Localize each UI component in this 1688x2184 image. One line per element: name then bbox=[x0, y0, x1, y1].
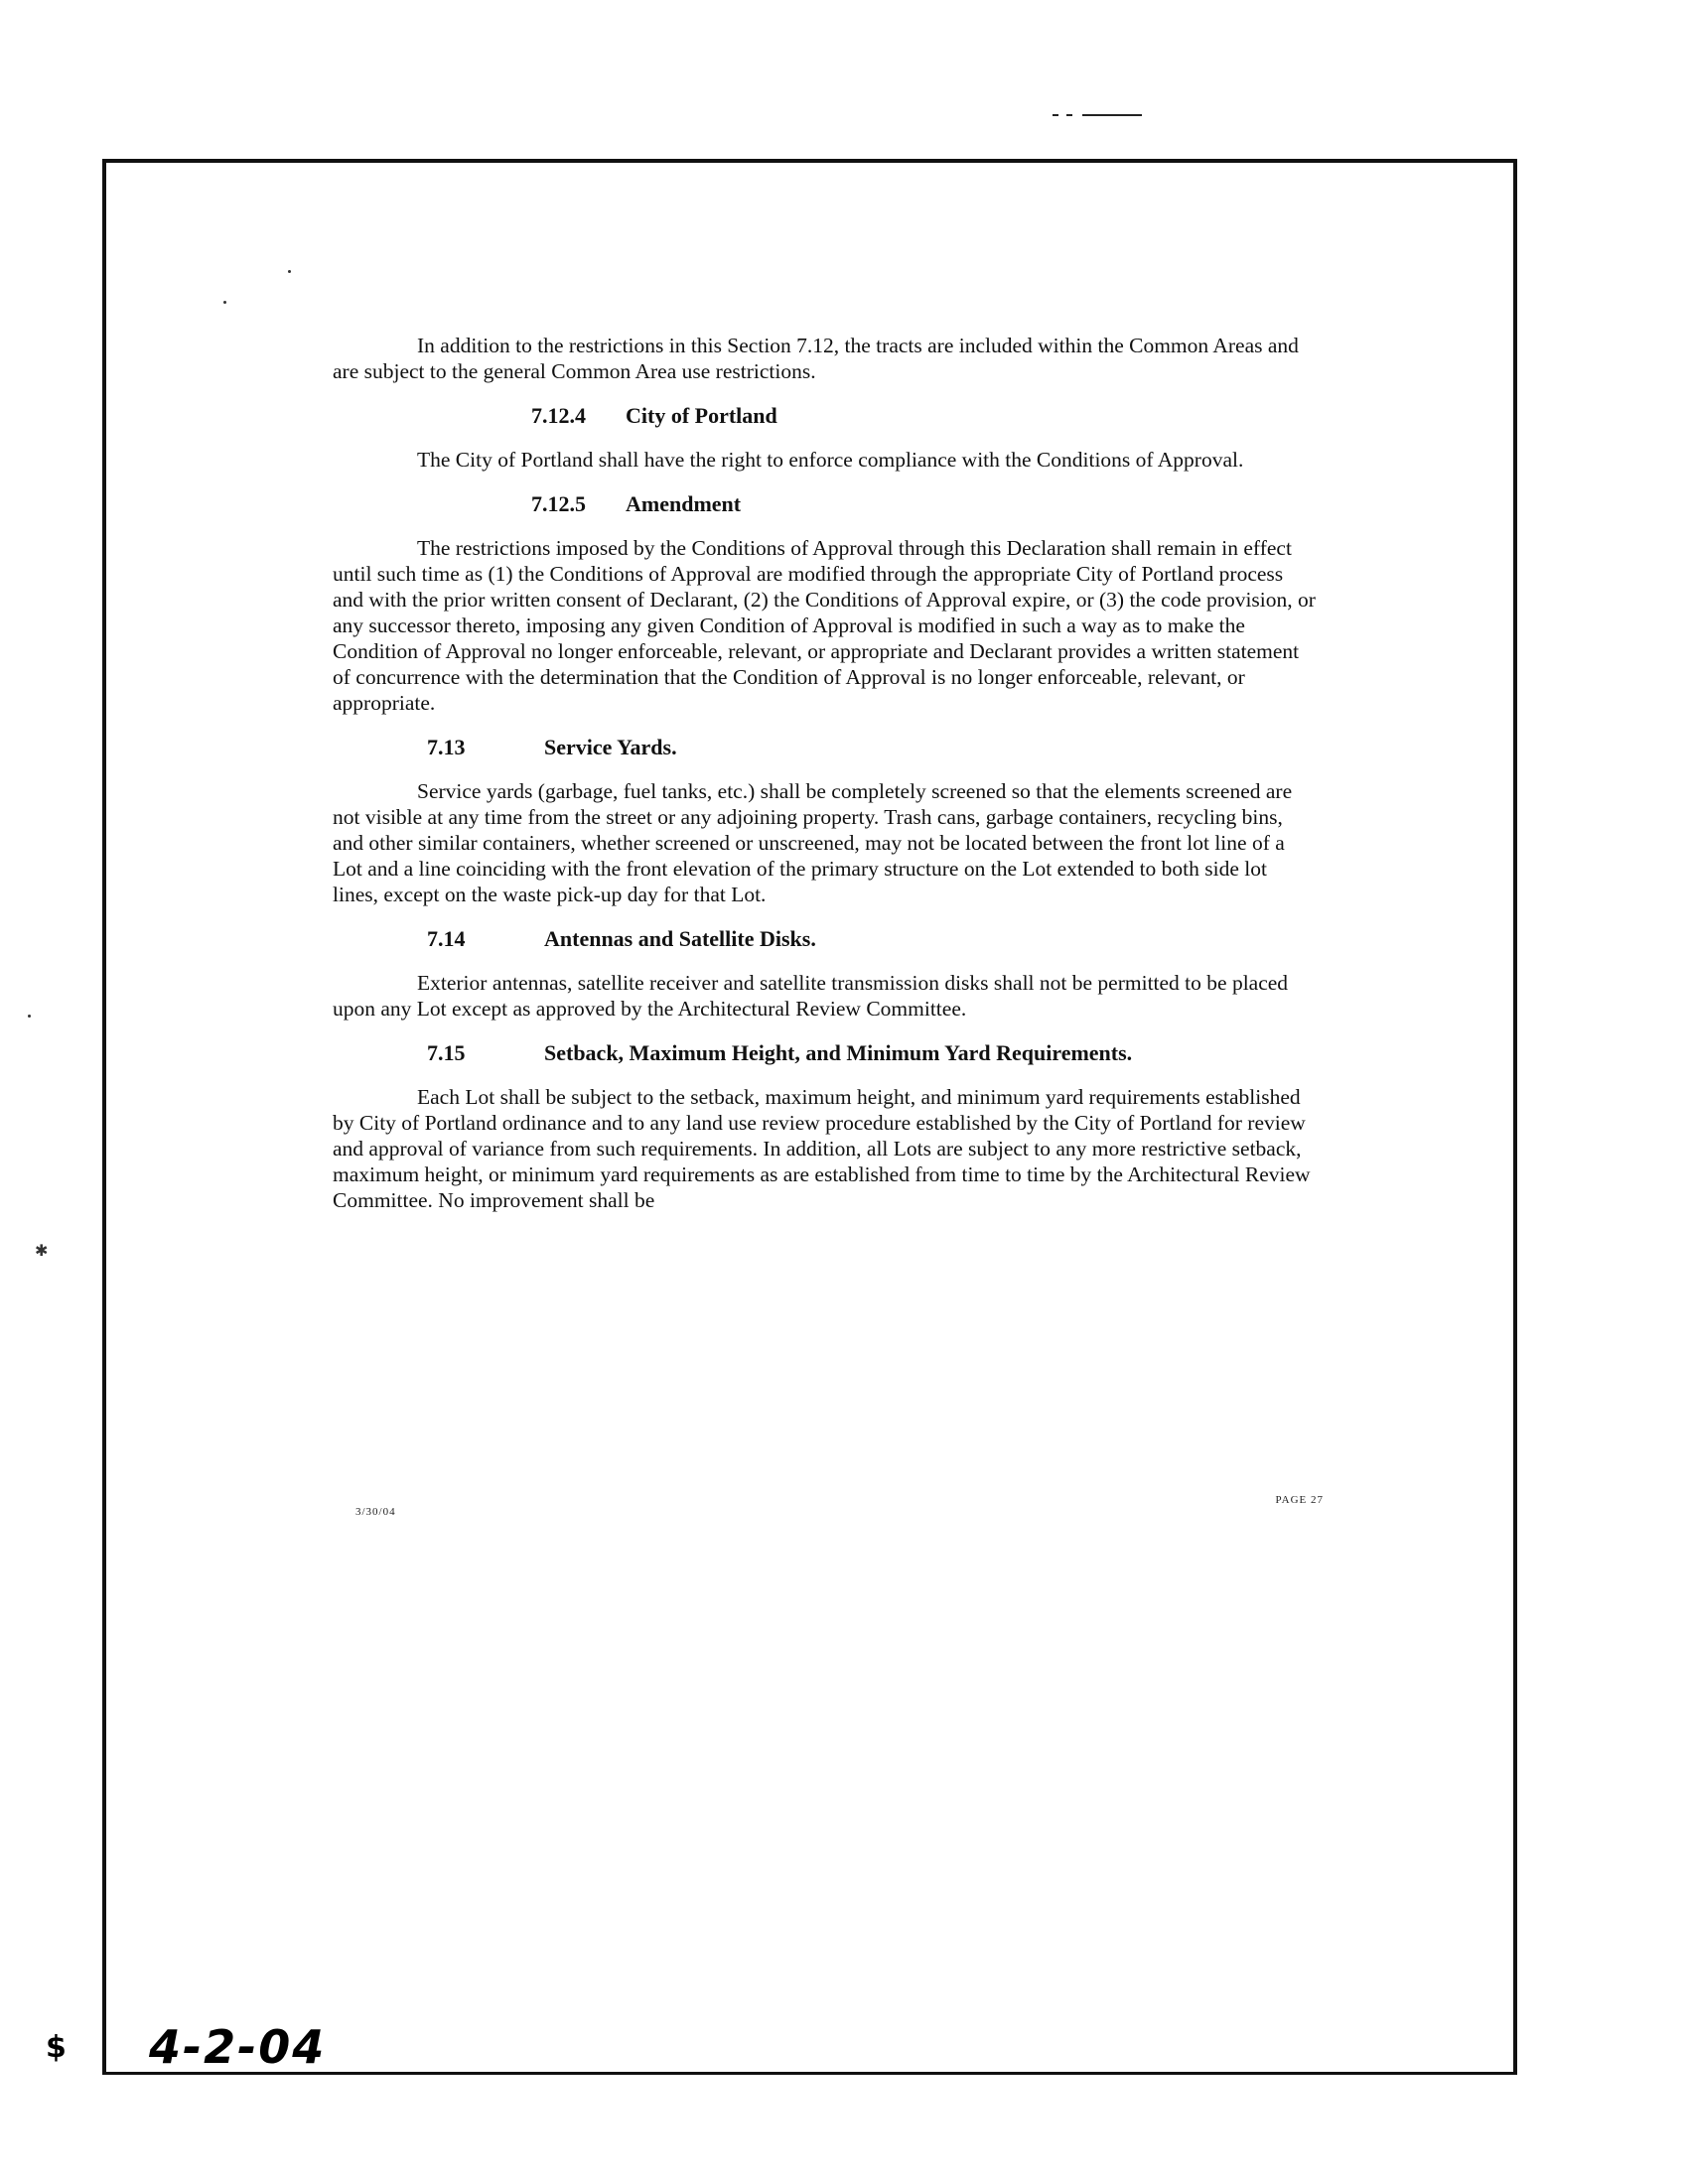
margin-mark: ✱ bbox=[35, 1241, 49, 1260]
footer-page-number: PAGE 27 bbox=[1275, 1494, 1324, 1506]
heading-number: 7.14 bbox=[427, 926, 466, 951]
paragraph: The City of Portland shall have the right to enforce compliance with the Conditions of Approval. bbox=[417, 448, 1244, 472]
footer-date: 3/30/04 bbox=[355, 1506, 396, 1518]
heading-title: Service Yards. bbox=[544, 735, 677, 759]
subsection-heading bbox=[333, 490, 1316, 517]
heading-title: City of Portland bbox=[626, 403, 777, 428]
section-heading bbox=[333, 734, 1316, 760]
document-body bbox=[333, 333, 1316, 1213]
scan-speck bbox=[288, 270, 291, 273]
scan-speck bbox=[28, 1015, 31, 1018]
margin-dollar-marker: $ bbox=[46, 2030, 67, 2065]
heading-number: 7.12.4 bbox=[531, 403, 586, 428]
paragraph: Exterior antennas, satellite receiver and satellite transmission disks shall not be permitted to be placed upon any Lot except as approved by the Architectural Review Committee. bbox=[333, 971, 1289, 1021]
paragraph: Each Lot shall be subject to the setback, maximum height, and minimum yard requirements established by City of Portland ordinance and to any land use review procedure established by the City of Portland for review and approval of variance from such requirements. In addition, all Lots are subject to any more restrictive setback, maximum height, or minimum yard requirements as are established from time to time by the Architectural Review Committee. No improvement shall be bbox=[333, 1085, 1311, 1212]
scan-speck bbox=[223, 301, 226, 304]
heading-number: 7.15 bbox=[427, 1040, 466, 1065]
paragraph: Service yards (garbage, fuel tanks, etc.) shall be completely screened so that the elements screened are not visible at any time from the street or any adjoining property. Trash cans, garbage containers, recycling bins, and other similar containers, whether screened or unscreened, may not be located between the front lot line of a Lot and a line coinciding with the front elevation of the primary structure on the Lot extended to both side lot lines, except on the waste pick-up day for that Lot. bbox=[333, 779, 1293, 906]
heading-number: 7.13 bbox=[427, 735, 466, 759]
paragraph: In addition to the restrictions in this Section 7.12, the tracts are included within the Common Areas and are subject to the general Common Area use restrictions. bbox=[333, 334, 1299, 383]
paragraph: The restrictions imposed by the Conditions of Approval through this Declaration shall remain in effect until such time as (1) the Conditions of Approval are modified through the appropriate City of Portland process and with the prior written consent of Declarant, (2) the Conditions of Approval expire, or (3) the code provision, or any successor thereto, imposing any given Condition of Approval is modified in such a way as to make the Condition of Approval no longer enforceable, relevant, or appropriate and Declarant provides a written statement of concurrence with the determination that the Condition of Approval is no longer enforceable, relevant, or appropriate. bbox=[333, 536, 1316, 715]
heading-number: 7.12.5 bbox=[531, 491, 586, 516]
heading-title: Setback, Maximum Height, and Minimum Yard Requirements. bbox=[544, 1040, 1133, 1065]
handwritten-date: 4-2-04 bbox=[149, 2020, 327, 2074]
scan-dash-mark bbox=[1053, 114, 1142, 116]
heading-title: Antennas and Satellite Disks. bbox=[544, 926, 816, 951]
heading-title: Amendment bbox=[626, 491, 742, 516]
subsection-heading bbox=[333, 402, 1316, 429]
section-heading bbox=[333, 1039, 1316, 1066]
section-heading bbox=[333, 925, 1316, 952]
